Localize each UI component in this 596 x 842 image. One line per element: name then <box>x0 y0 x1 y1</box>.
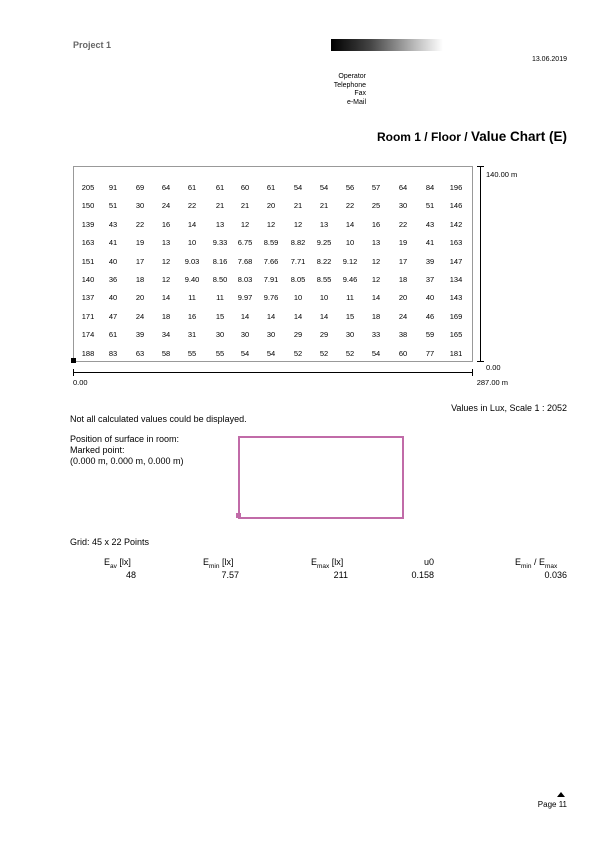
value-cell: 140 <box>81 275 95 284</box>
contact-telephone: Telephone <box>333 81 366 89</box>
value-cell: 77 <box>425 348 435 358</box>
value-cell: 11 <box>346 293 354 303</box>
height-dimension-top-label: 140.00 m <box>486 170 518 179</box>
value-cell: 147 <box>449 256 463 266</box>
page-title <box>300 129 567 144</box>
value-cell: 40 <box>425 293 435 303</box>
value-cell: 21 <box>215 201 225 211</box>
value-cell: 54 <box>319 183 329 192</box>
page-number: Page 11 <box>537 800 567 809</box>
value-cell: 36 <box>108 275 118 284</box>
value-cell: 52 <box>345 348 355 358</box>
value-cell: 20 <box>266 201 276 211</box>
value-cell: 63 <box>135 348 145 358</box>
value-cell: 21 <box>240 201 250 211</box>
value-cell: 16 <box>187 311 197 321</box>
height-dimension-bottom-label: 0.00 <box>486 363 501 372</box>
value-cell: 29 <box>293 330 303 340</box>
stat-value-emin: 7.57 <box>221 570 239 580</box>
value-cell: 13 <box>215 219 225 229</box>
value-cell: 24 <box>398 311 408 321</box>
value-cell: 12 <box>240 219 250 229</box>
value-cell: 20 <box>398 293 408 303</box>
grid-points-info: Grid: 45 x 22 Points <box>70 537 150 547</box>
value-cell: 30 <box>398 201 408 211</box>
value-cell: 8.59 <box>263 238 279 248</box>
value-cell: 34 <box>161 330 171 340</box>
value-cell: 9.46 <box>342 275 358 284</box>
value-cell: 15 <box>215 311 225 321</box>
width-dimension-right-label: 287.00 m <box>476 378 508 387</box>
value-cell: 150 <box>81 201 95 211</box>
value-cell: 30 <box>240 330 250 340</box>
value-cell: 7.66 <box>263 256 279 266</box>
value-cell: 59 <box>425 330 435 340</box>
value-cell: 60 <box>398 348 408 358</box>
value-cell: 41 <box>425 238 435 248</box>
value-cell: 54 <box>266 348 276 358</box>
value-cell: 40 <box>108 256 118 266</box>
value-cell: 14 <box>319 311 329 321</box>
value-cell: 69 <box>135 183 145 192</box>
value-cell: 30 <box>215 330 225 340</box>
value-cell: 39 <box>135 330 145 340</box>
width-dimension-tick-left <box>73 369 74 376</box>
value-cell: 6.75 <box>237 238 253 248</box>
value-cell: 188 <box>81 348 95 358</box>
value-cell: 40 <box>108 293 118 303</box>
value-cell: 37 <box>425 275 435 284</box>
stat-value-u0: 0.158 <box>411 570 434 580</box>
value-cell: 12 <box>266 219 276 229</box>
stat-header-eav: $E_{av}$ [lx] <box>104 557 131 570</box>
value-cell: 61 <box>266 183 276 192</box>
value-cell: 64 <box>398 183 408 192</box>
value-cell: 9.12 <box>342 256 358 266</box>
value-cell: 19 <box>135 238 145 248</box>
value-cell: 41 <box>108 238 118 248</box>
value-cell: 181 <box>449 348 463 358</box>
width-dimension-line <box>73 372 473 373</box>
value-cell: 22 <box>187 201 197 211</box>
value-cell: 11 <box>188 293 196 303</box>
value-cell: 205 <box>81 183 95 192</box>
value-cell: 8.50 <box>212 275 228 284</box>
value-cell: 146 <box>449 201 463 211</box>
stat-value-emax: 211 <box>333 570 348 580</box>
value-cell: 9.76 <box>263 293 279 303</box>
value-cell: 21 <box>319 201 329 211</box>
value-cell: 38 <box>398 330 408 340</box>
value-cell: 12 <box>161 275 171 284</box>
value-cell: 52 <box>319 348 329 358</box>
value-cell: 18 <box>161 311 171 321</box>
value-cell: 25 <box>371 201 381 211</box>
stat-header-emax: $E_{max}$ [lx] <box>311 557 344 570</box>
value-cell: 7.91 <box>263 275 279 284</box>
stat-header-u0: u0 <box>423 557 434 567</box>
value-cell: 18 <box>371 311 381 321</box>
value-cell: 8.22 <box>316 256 332 266</box>
contact-operator: Operator <box>338 73 366 80</box>
value-cell: 43 <box>108 219 118 229</box>
value-cell: 46 <box>425 311 435 321</box>
height-dimension-line <box>480 166 481 362</box>
values-scale-info: Values in Lux, Scale 1 : 2052 <box>451 403 567 413</box>
value-cell: 8.03 <box>237 275 253 284</box>
value-cell: 57 <box>371 183 381 192</box>
value-cell: 14 <box>345 219 355 229</box>
value-cell: 171 <box>81 311 95 321</box>
value-cell: 30 <box>135 201 145 211</box>
value-cell: 9.97 <box>237 293 253 303</box>
value-cell: 22 <box>135 219 145 229</box>
height-dimension-tick-top <box>477 166 484 167</box>
contact-fax: Fax <box>354 90 366 97</box>
value-cell: 14 <box>240 311 250 321</box>
value-grid <box>73 166 473 362</box>
value-cell: 8.55 <box>316 275 332 284</box>
grid-origin-marker <box>71 358 76 363</box>
surface-position-diagram <box>238 436 404 519</box>
marked-point-label: Marked point: <box>70 445 125 455</box>
value-cell: 91 <box>108 183 118 192</box>
value-cell: 9.33 <box>212 238 228 248</box>
value-cell: 14 <box>161 293 171 303</box>
value-cell: 17 <box>398 256 408 266</box>
value-cell: 12 <box>371 256 381 266</box>
value-cell: 18 <box>398 275 408 284</box>
value-cell: 142 <box>449 219 463 229</box>
value-cell: 30 <box>266 330 276 340</box>
project-name: Project 1 <box>73 40 112 50</box>
value-cell: 14 <box>293 311 303 321</box>
value-cell: 55 <box>215 348 225 358</box>
value-cell: 22 <box>398 219 408 229</box>
value-cell: 51 <box>108 201 118 211</box>
value-cell: 54 <box>371 348 381 358</box>
value-cell: 14 <box>187 219 197 229</box>
report-date: 13.06.2019 <box>531 56 567 63</box>
value-cell: 9.03 <box>184 256 200 266</box>
height-dimension-tick-bottom <box>477 361 484 362</box>
value-cell: 17 <box>135 256 145 266</box>
value-cell: 139 <box>81 219 95 229</box>
value-cell: 24 <box>135 311 145 321</box>
value-cell: 12 <box>293 219 303 229</box>
title-main: Value Chart (E) <box>470 129 567 144</box>
value-cell: 16 <box>371 219 381 229</box>
value-cell: 134 <box>449 275 463 284</box>
width-dimension-left-label: 0.00 <box>73 378 88 387</box>
value-cell: 54 <box>240 348 250 358</box>
value-cell: 11 <box>216 293 224 303</box>
value-cell: 10 <box>345 238 355 248</box>
value-cell: 47 <box>108 311 118 321</box>
value-cell: 14 <box>371 293 381 303</box>
value-cell: 13 <box>161 238 171 248</box>
value-cell: 151 <box>81 256 95 266</box>
value-cell: 60 <box>240 183 250 192</box>
value-cell: 61 <box>108 330 118 340</box>
not-all-values-note: Not all calculated values could be displayed. <box>70 414 247 424</box>
value-cell: 16 <box>161 219 171 229</box>
value-cell: 9.40 <box>184 275 200 284</box>
stat-header-emin-emax: $E_{min} / E_{max}$ <box>515 557 558 570</box>
value-cell: 7.68 <box>237 256 253 266</box>
contact-email: e-Mail <box>346 98 366 106</box>
value-cell: 43 <box>425 219 435 229</box>
value-cell: 12 <box>371 275 381 284</box>
contact-block <box>300 73 366 107</box>
value-cell: 7.71 <box>290 256 306 266</box>
value-cell: 56 <box>345 183 355 192</box>
header-gradient-bar <box>331 39 443 51</box>
position-heading: Position of surface in room: <box>70 434 180 444</box>
value-cell: 83 <box>108 348 118 358</box>
value-cell: 54 <box>293 183 303 192</box>
value-cell: 55 <box>187 348 197 358</box>
stat-header-emin: $E_{min}$ [lx] <box>203 557 234 570</box>
value-cell: 143 <box>449 293 463 303</box>
value-cell: 196 <box>449 183 463 192</box>
value-cell: 19 <box>398 238 408 248</box>
value-cell: 61 <box>215 183 225 192</box>
value-cell: 8.16 <box>212 256 228 266</box>
value-cell: 10 <box>293 293 303 303</box>
value-cell: 20 <box>135 293 145 303</box>
value-cell: 137 <box>81 293 95 303</box>
value-cell: 10 <box>187 238 197 248</box>
value-cell: 163 <box>449 238 463 248</box>
value-cell: 12 <box>161 256 171 266</box>
value-cell: 10 <box>319 293 329 303</box>
value-cell: 21 <box>293 201 303 211</box>
value-cell: 15 <box>345 311 355 321</box>
value-cell: 13 <box>319 219 329 229</box>
value-cell: 18 <box>135 275 145 284</box>
value-cell: 30 <box>345 330 355 340</box>
value-cell: 61 <box>187 183 197 192</box>
value-cell: 13 <box>371 238 381 248</box>
value-cell: 8.82 <box>290 238 306 248</box>
value-cell: 29 <box>319 330 329 340</box>
stat-value-emin-emax: 0.036 <box>544 570 567 580</box>
value-cell: 174 <box>81 330 95 340</box>
value-cell: 24 <box>161 201 171 211</box>
stat-value-eav: 48 <box>125 570 136 580</box>
marked-point-coordinates: (0.000 m, 0.000 m, 0.000 m) <box>70 456 184 466</box>
value-cell: 58 <box>161 348 171 358</box>
page-up-arrow-icon <box>557 792 565 797</box>
value-cell: 163 <box>81 238 95 248</box>
value-cell: 39 <box>425 256 435 266</box>
value-cell: 52 <box>293 348 303 358</box>
value-cell: 51 <box>425 201 435 211</box>
surface-position-info <box>70 434 184 467</box>
title-prefix: Room 1 / Floor / <box>376 130 471 144</box>
value-cell: 14 <box>266 311 276 321</box>
value-cell: 22 <box>345 201 355 211</box>
value-cell: 33 <box>371 330 381 340</box>
value-cell: 64 <box>161 183 171 192</box>
value-cell: 84 <box>425 183 435 192</box>
value-cell: 169 <box>449 311 463 321</box>
value-cell: 165 <box>449 330 463 340</box>
marked-point-marker <box>236 513 241 518</box>
width-dimension-tick-right <box>472 369 473 376</box>
value-cell: 9.25 <box>316 238 332 248</box>
value-cell: 8.05 <box>290 275 306 284</box>
value-cell: 31 <box>187 330 197 340</box>
